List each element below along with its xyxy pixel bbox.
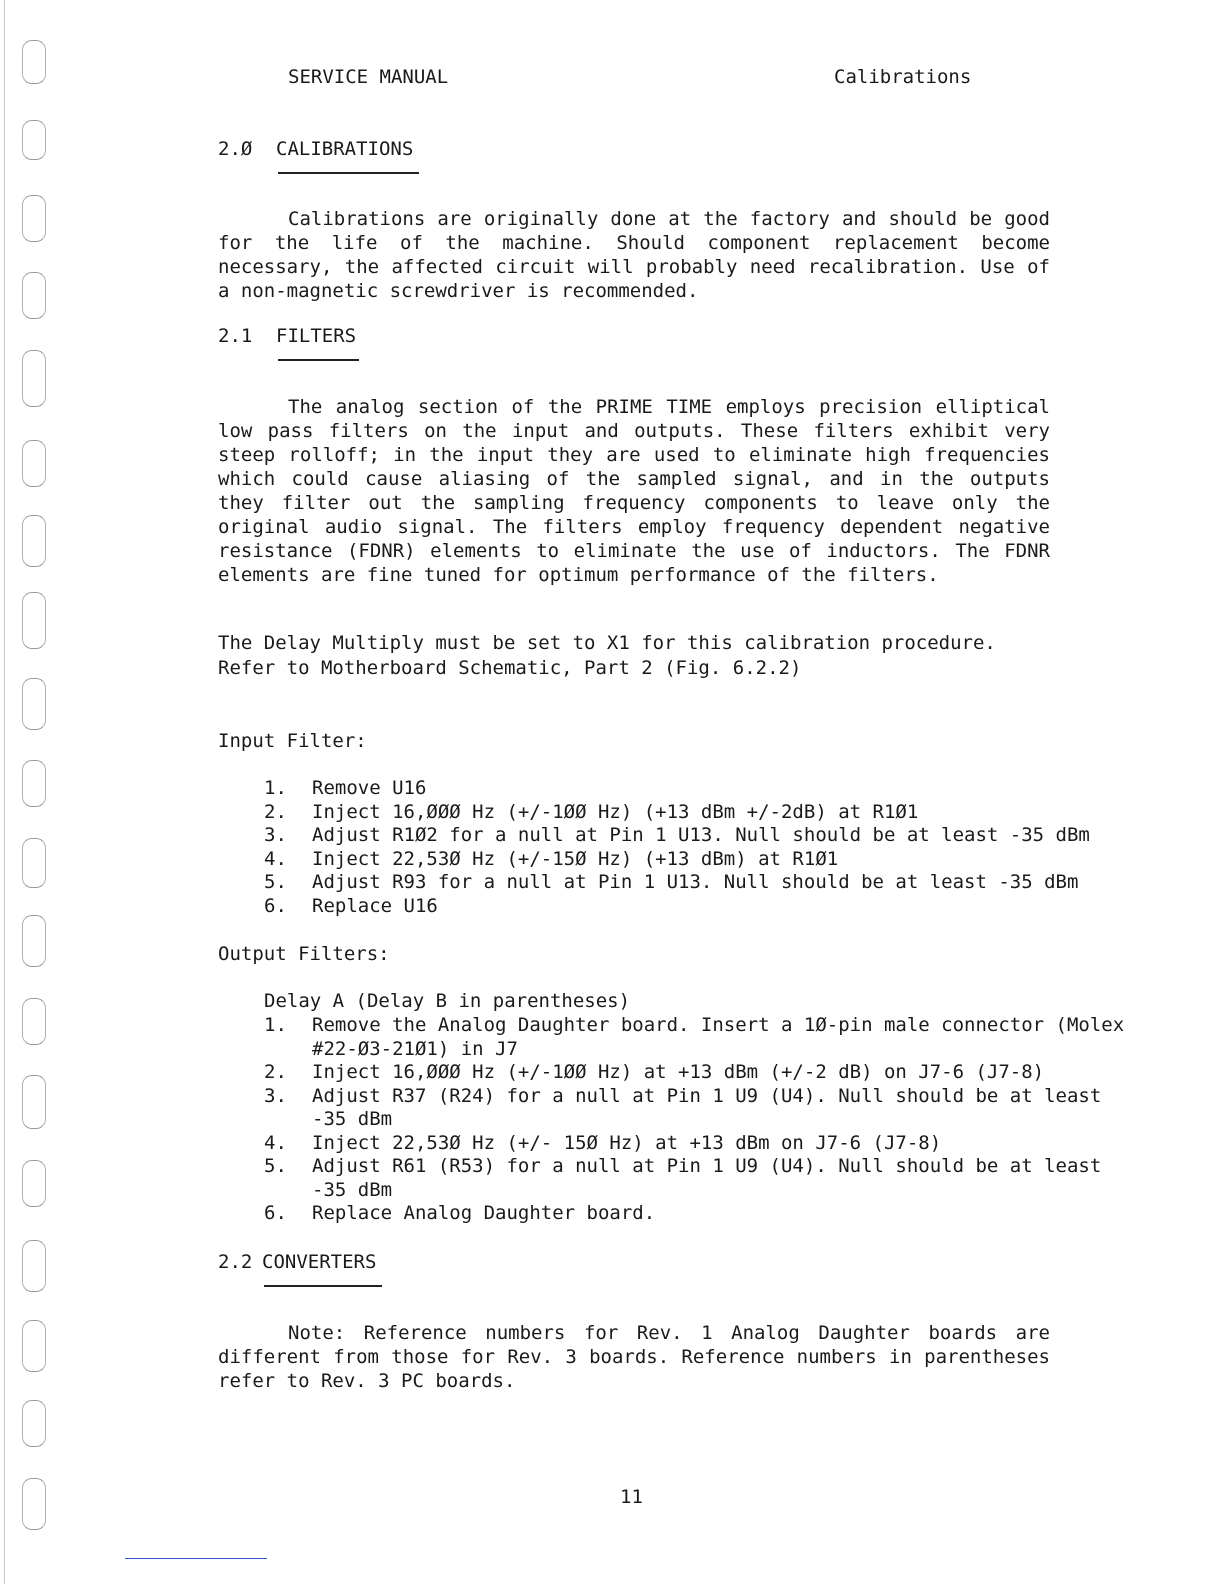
binding-hole bbox=[22, 838, 46, 888]
list-item: 6. Replace Analog Daughter board. bbox=[264, 1202, 656, 1224]
calibrations-paragraph: Calibrations are originally done at the factory and should be good for the life of the machine. Should component replacement become necessary, the affected circuit will probably need recalibration. Use of a non-magnetic screwdriver is recommended. bbox=[218, 208, 1050, 302]
page-number: 11 bbox=[620, 1486, 643, 1508]
section-number: 2.Ø bbox=[218, 138, 253, 160]
header-right: Calibrations bbox=[834, 66, 972, 88]
footer-rule bbox=[125, 1558, 267, 1559]
schematic-reference: Refer to Motherboard Schematic, Part 2 (Fig. 6.2.2) bbox=[218, 657, 802, 679]
binding-hole bbox=[22, 760, 46, 807]
binding-hole bbox=[22, 1075, 46, 1129]
list-item: 1. Remove U16 bbox=[264, 777, 427, 799]
binding-hole bbox=[22, 592, 46, 649]
binding-hole bbox=[22, 915, 46, 967]
list-item: 2. Inject 16,ØØØ Hz (+/-1ØØ Hz) (+13 dBm +/-2dB) at R1Ø1 bbox=[264, 800, 919, 823]
list-item: 2. Inject 16,ØØØ Hz (+/-1ØØ Hz) at +13 dBm (+/-2 dB) on J7-6 (J7-8) bbox=[264, 1061, 1045, 1083]
list-item: 4. Inject 22,53Ø Hz (+/-15Ø Hz) (+13 dBm) at R1Ø1 bbox=[264, 847, 839, 870]
output-filters-subheading: Delay A (Delay B in parentheses) bbox=[264, 990, 631, 1012]
title-underline bbox=[278, 172, 419, 174]
input-filter-steps bbox=[264, 777, 1090, 918]
list-item: 4. Inject 22,53Ø Hz (+/- 15Ø Hz) at +13 dBm on J7-6 (J7-8) bbox=[264, 1131, 942, 1154]
section-title: CONVERTERS bbox=[262, 1251, 377, 1273]
list-item: 3. Adjust R1Ø2 for a null at Pin 1 U13. Null should be at least -35 dBm bbox=[264, 824, 1090, 846]
filters-paragraph: The analog section of the PRIME TIME employs precision elliptical low pass filters on the input and outputs. These filters exhibit very steep rolloff; in the input they are used to eliminate high frequencies which could cause aliasing of the sampled signal, and in the outputs they filter out the sampling frequency components to leave only the original audio signal. The filters employ frequency dependent negative resistance (FDNR) elements to eliminate the use of inductors. The FDNR elements are fine tuned for optimum performance of the filters. bbox=[218, 396, 1050, 586]
binding-hole bbox=[22, 678, 46, 730]
binding-hole bbox=[22, 1320, 46, 1372]
binding-hole bbox=[22, 120, 46, 160]
title-underline bbox=[278, 359, 359, 361]
list-item: 6. Replace U16 bbox=[264, 894, 438, 917]
page-left-edge bbox=[4, 0, 5, 1584]
section-number: 2.1 bbox=[218, 325, 253, 347]
binding-hole bbox=[22, 1160, 46, 1207]
list-item: 5. Adjust R61 (R53) for a null at Pin 1 U9 (U4). Null should be at least -35 dBm bbox=[264, 1155, 1102, 1201]
binding-hole bbox=[22, 40, 46, 84]
list-item: 5. Adjust R93 for a null at Pin 1 U13. Null should be at least -35 dBm bbox=[264, 871, 1079, 893]
output-filters-heading: Output Filters: bbox=[218, 943, 390, 965]
list-item: 3. Adjust R37 (R24) for a null at Pin 1 U9 (U4). Null should be at least -35 dBm bbox=[264, 1084, 1102, 1130]
delay-multiply-note: The Delay Multiply must be set to X1 for this calibration procedure. bbox=[218, 632, 996, 654]
header-left: SERVICE MANUAL bbox=[288, 66, 449, 88]
binding-hole bbox=[22, 195, 46, 242]
section-title: CALIBRATIONS bbox=[276, 138, 414, 160]
binding-hole bbox=[22, 272, 46, 319]
binding-hole bbox=[22, 1400, 46, 1447]
binding-hole bbox=[22, 1478, 46, 1530]
binding-hole bbox=[22, 350, 46, 407]
input-filter-heading: Input Filter: bbox=[218, 730, 367, 752]
output-filter-steps bbox=[264, 1014, 1144, 1226]
binding-hole bbox=[22, 1240, 46, 1292]
converters-note-paragraph: Note: Reference numbers for Rev. 1 Analog Daughter boards are different from those for Rev. 3 boards. Reference numbers in parentheses refer to Rev. 3 PC boards. bbox=[218, 1322, 1050, 1392]
binding-hole bbox=[22, 440, 46, 487]
title-underline bbox=[264, 1285, 382, 1287]
list-item: 1. Remove the Analog Daughter board. Insert a 1Ø-pin male connector (Molex #22-Ø3-21Ø1) in J7 bbox=[264, 1014, 1125, 1060]
binding-hole bbox=[22, 998, 46, 1045]
binding-hole bbox=[22, 515, 46, 567]
section-number: 2.2 bbox=[218, 1251, 253, 1273]
section-title: FILTERS bbox=[276, 325, 357, 347]
